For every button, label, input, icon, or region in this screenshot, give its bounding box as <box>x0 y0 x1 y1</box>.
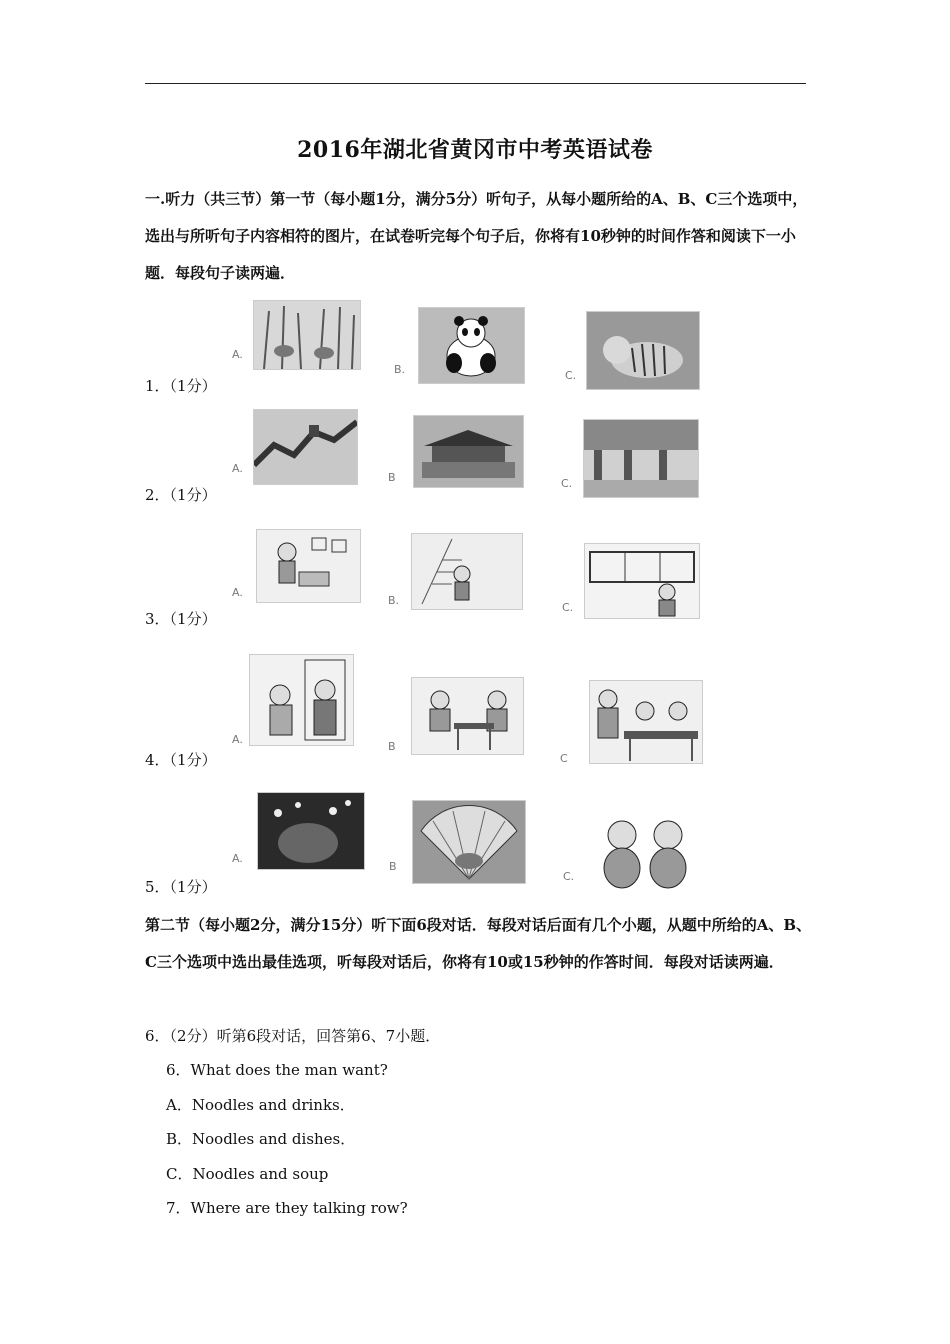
q1-option-b-label: B. <box>394 363 406 376</box>
question-6-header: 6．（2分）听第6段对话，回答第6、7小题． <box>145 1027 441 1045</box>
q4-option-b-label: B <box>388 740 396 753</box>
q3-option-c-label: C. <box>562 601 574 614</box>
question-5-label: 5．（1分） <box>145 878 217 896</box>
q3-option-a-label: A. <box>232 586 243 599</box>
q1-option-c-label: C. <box>565 369 577 382</box>
girl-stairs-picture <box>411 533 523 610</box>
deer-picture <box>253 300 361 370</box>
q3-option-b-label: B. <box>388 594 400 607</box>
q4-option-c-label: C <box>560 752 568 765</box>
q5-option-b-label: B <box>389 860 397 873</box>
family-table-picture <box>411 677 524 755</box>
boy-painting-picture <box>256 529 361 603</box>
top-rule <box>145 83 806 84</box>
family-dinner-picture <box>589 680 703 764</box>
q4-option-a-label: A. <box>232 733 243 746</box>
q6-option-c: C．Noodles and soup <box>166 1165 329 1183</box>
q2-option-c-label: C. <box>561 477 573 490</box>
tiananmen-picture <box>413 415 524 488</box>
fan-picture <box>412 800 526 884</box>
dolls-picture <box>589 812 701 892</box>
q6-option-b: B．Noodles and dishes． <box>166 1130 356 1148</box>
q5-option-c-label: C. <box>563 870 575 883</box>
q2-option-a-label: A. <box>232 462 243 475</box>
question-4-label: 4．（1分） <box>145 751 217 769</box>
part1-intro: 一.听力（共三节）第一节（每小题1分，满分5分）听句子，从每小题所给的A、B、C三个选项中，选出与所听句子内容相符的图片，在试卷听完每个句子后，你将有10秒钟的时间作答和阅读下一小题．每段句子读两遍． <box>145 190 808 282</box>
street-picture <box>583 419 699 498</box>
boy-window-picture <box>584 543 700 619</box>
question-1-label: 1．（1分） <box>145 377 217 395</box>
part2-intro: 第二节（每小题2分，满分15分）听下面6段对话．每段对话后面有几个小题，从题中所给的A、B、C三个选项中选出最佳选项，听每段对话后，你将有10或15秒钟的作答时间．每段对话读两遍． <box>145 916 812 971</box>
lanterns-picture <box>257 792 365 870</box>
q1-option-a-label: A. <box>232 348 243 361</box>
question-2-label: 2．（1分） <box>145 486 217 504</box>
tiger-picture <box>586 311 700 390</box>
question-6-text: 6．What does the man want? <box>166 1061 388 1079</box>
question-3-label: 3．（1分） <box>145 610 217 628</box>
q2-option-b-label: B <box>388 471 396 484</box>
great-wall-picture <box>253 409 358 485</box>
family-doorway-picture <box>249 654 354 746</box>
question-7-text: 7．Where are they talking row? <box>166 1199 408 1217</box>
panda-picture <box>418 307 525 384</box>
q5-option-a-label: A. <box>232 852 243 865</box>
q6-option-a: A．Noodles and drinks． <box>166 1096 355 1114</box>
page-title: 2016年湖北省黄冈市中考英语试卷 <box>297 137 653 163</box>
